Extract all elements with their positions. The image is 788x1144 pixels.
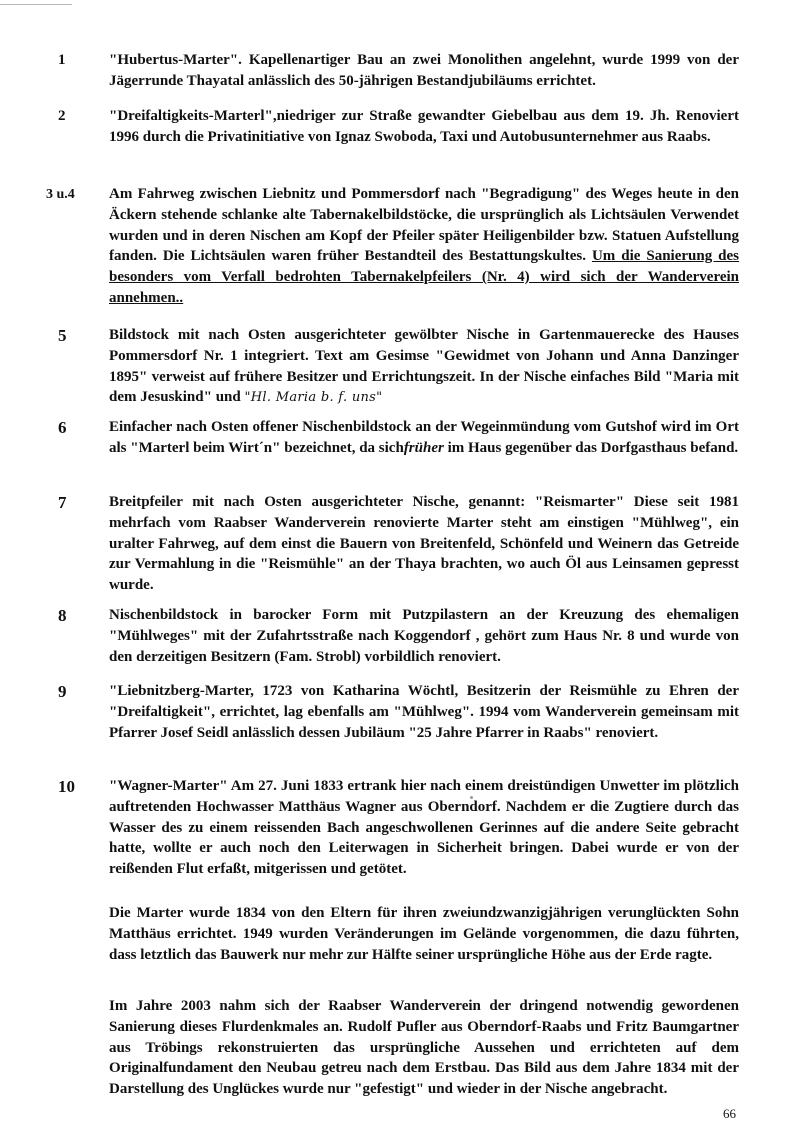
entry-number: 3 u.4 [46,187,75,202]
entry-number: 2 [58,108,66,124]
entry-number: 1 [58,52,66,68]
underlined-note: Um die Sanierung des besonders vom Verfall bedrohten Tabernakelpfeilers (Nr. 4) wird sich der Wanderverein annehmen.. [109,248,740,306]
entry-text [109,325,739,409]
handwritten-inscription: "Hl. Maria b. f. uns" [244,390,383,406]
paragraph: Die Marter wurde 1834 von den Eltern für ihren zweiundzwanzigjährigen verunglückten Sohn Matthäus errichtet. 1949 wurden Veränderungen im Gelände vorgenommen, die dazu führten, dass letztlich das Bauwerk nur mehr zur Hälfte seiner ursprüngliche Höhe aus der Erde ragte. [109,905,739,963]
entry-text: "Hubertus-Marter". Kapellenartiger Bau an zwei Monolithen angelehnt, wurde 1999 von der Jägerrunde Thayatal anlässlich des 50-jährigen Bestandjubiläums errichtet. [109,52,739,89]
paragraph: Im Jahre 2003 nahm sich der Raabser Wanderverein der dringend notwendig gewordenen Sanierung dieses Flurdenkmales an. Rudolf Pufler aus Oberndorf-Raabs und Fritz Baumgartner aus Tröbings rekonstruierten das ursprüngliche Aussehen und errichteten auf dem Originalfundament den Neubau getreu nach dem Erstbau. Das Bild aus dem Jahre 1834 mit der Darstellung des Unglückes wurde nur "gefestigt" und wieder in der Nische angebracht. [109,998,739,1098]
entry-text: "Wagner-Marter" Am 27. Juni 1833 ertrank hier nach einem dreistündigen Unwetter im plötzlich auftretenden Hochwasser Matthäus Wagner aus Oberndorf. Nachdem er die Zugtiere durch das Wasser des zu einem reissenden Bach angeschwollenen Gerinnes auf die andere Seite gebracht hatte, wollte er auch noch den Leiterwagen in Sicherheit bringen. Dabei wurde er von der reißenden Flut erfaßt, mitgerissen und getötet. [109,778,739,878]
entry-text: "Liebnitzberg-Marter, 1723 von Katharina Wöchtl, Besitzerin der Reismühle zu Ehren der "Dreifaltigkeit", errichtet, lag ebenfalls am "Mühlweg". 1994 vom Wanderverein gemeinsam mit Pfarrer Josef Seidl anlässlich dessen Jubiläum "25 Jahre Pfarrer in Raabs" renoviert. [109,683,739,741]
entry-text [109,184,739,309]
entry-text: Breitpfeiler mit nach Osten ausgerichteter Nische, genannt: "Reismarter" Diese seit 1981 mehrfach vom Raabser Wanderverein renovierte Marter steht am einstigen "Mühlweg", ein uralter Fahrweg, auf dem einst die Bauern von Breitenfeld, Schönfeld und Weinern das Getreide zur Vermahlung in die "Reismühle" an der Thaya brachten, wo auch Öl aus Leinsamen gepresst wurde. [109,494,739,594]
entry-text: Nischenbildstock in barocker Form mit Putzpilastern an der Kreuzung des ehemaligen "Mühlweges" mit der Zufahrtsstraße nach Koggendorf , gehört zum Haus Nr. 8 und wurde von den derzeitigen Besitzern (Fam. Strobl) vorbildlich renoviert. [109,607,739,665]
top-rule [0,4,72,5]
entry-body-end: im Haus gegenüber das Dorfgasthaus befand. [443,439,739,456]
entry-number: 10 [58,777,75,796]
entry-number: 5 [58,326,67,345]
entry-body: Am Fahrweg zwischen Liebnitz und Pommersdorf nach "Begradigung" des Weges heute in den Äckern stehende schlanke alte Tabernakelbildstöcke, die ursprünglich als Lichtsäulen Verwendet wurden und in deren Nischen am Kopf der Pfeiler später Heiligenbilder bzw. Statuen Aufstellung fanden. Die Lichtsäulen waren früher Bestandteil des Bestattungskultes. [109,186,739,265]
entry-body: Einfacher nach Osten offener Nischenbildstock an der Wegeinmündung vom Gutshof wird im Ort als "Marterl beim Wirt´n" bezeichnet, da sich [109,419,739,456]
scan-speck [470,796,473,799]
entry-number: 6 [58,418,67,437]
italic-word: früher [403,439,444,456]
entry-number: 7 [58,493,67,512]
entry-text: "Dreifaltigkeits-Marterl",niedriger zur Straße gewandter Giebelbau aus dem 19. Jh. Renoviert 1996 durch die Privatinitiative von Ignaz Swoboda, Taxi und Autobusunternehmer aus Raabs. [109,108,739,145]
entry-body: Bildstock mit nach Osten ausgerichteter gewölbter Nische in Gartenmauerecke des Hauses Pommersdorf Nr. 1 integriert. Text am Gesimse "Gewidmet von Johann und Anna Danzinger 1895" verweist auf frühere Besitzer und Errichtungszeit. In der Nische einfaches Bild "Maria mit dem Jesuskind" und [109,327,739,406]
entry-number: 9 [58,682,67,701]
page-number: 66 [723,1106,736,1121]
entry-number: 8 [58,606,67,625]
entry-text [109,417,739,459]
